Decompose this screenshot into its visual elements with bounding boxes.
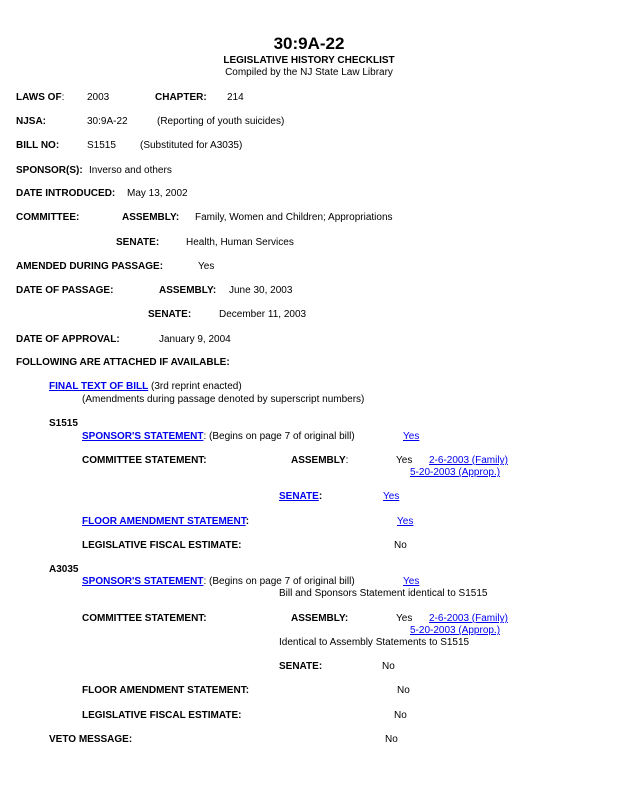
s1515-senate-row bbox=[279, 491, 322, 503]
passage-assembly-label: ASSEMBLY: bbox=[159, 285, 217, 296]
s1515-senate-colon: : bbox=[318, 491, 323, 502]
passage-assembly-value: June 30, 2003 bbox=[229, 285, 293, 296]
a3035-fiscal-value: No bbox=[394, 710, 407, 721]
a3035-sponsor-note2: Bill and Sponsors Statement identical to S1515 bbox=[279, 588, 488, 599]
passage-senate-value: December 11, 2003 bbox=[219, 309, 307, 320]
a3035-sponsor-link[interactable]: SPONSOR'S STATEMENT bbox=[82, 576, 204, 587]
s1515-assembly-link-family[interactable]: 2-6-2003 (Family) bbox=[429, 455, 508, 466]
a3035-floor-value: No bbox=[397, 685, 410, 696]
compiled-by: Compiled by the NJ State Law Library bbox=[225, 67, 393, 78]
s1515-label: S1515 bbox=[49, 418, 78, 429]
chapter-label: CHAPTER: bbox=[155, 92, 207, 103]
s1515-fiscal-label: LEGISLATIVE FISCAL ESTIMATE: bbox=[82, 540, 242, 551]
a3035-floor-label: FLOOR AMENDMENT STATEMENT: bbox=[82, 685, 250, 696]
s1515-assembly-link-approp[interactable]: 5-20-2003 (Approp.) bbox=[410, 467, 501, 478]
s1515-assembly-value: Yes bbox=[396, 455, 413, 466]
a3035-fiscal-label: LEGISLATIVE FISCAL ESTIMATE: bbox=[82, 710, 242, 721]
s1515-floor-yes-link[interactable]: Yes bbox=[397, 516, 414, 527]
s1515-fiscal-value: No bbox=[394, 540, 407, 551]
a3035-assembly-label: ASSEMBLY: bbox=[291, 613, 349, 624]
s1515-sponsor-link[interactable]: SPONSOR'S STATEMENT bbox=[82, 431, 204, 442]
s1515-sponsor-note: : (Begins on page 7 of original bill) bbox=[203, 431, 355, 442]
a3035-sponsor-note: : (Begins on page 7 of original bill) bbox=[203, 576, 355, 587]
s1515-assembly-row bbox=[291, 455, 348, 467]
date-of-approval-value: January 9, 2004 bbox=[159, 334, 231, 345]
s1515-floor-row bbox=[82, 516, 249, 528]
a3035-sponsor-row bbox=[82, 576, 355, 588]
s1515-sponsor-row bbox=[82, 431, 355, 443]
s1515-sponsor-yes-link[interactable]: Yes bbox=[403, 431, 420, 442]
s1515-committee-label: COMMITTEE STATEMENT: bbox=[82, 455, 207, 466]
bill-no-note: (Substituted for A3035) bbox=[140, 140, 243, 151]
bill-no-label: BILL NO: bbox=[16, 140, 60, 151]
amended-label: AMENDED DURING PASSAGE: bbox=[16, 261, 164, 272]
attached-heading: FOLLOWING ARE ATTACHED IF AVAILABLE: bbox=[16, 357, 230, 368]
date-introduced-label: DATE INTRODUCED: bbox=[16, 188, 116, 199]
sponsors-value: Inverso and others bbox=[89, 165, 172, 176]
date-of-approval-label: DATE OF APPROVAL: bbox=[16, 334, 120, 345]
a3035-assembly-link-approp[interactable]: 5-20-2003 (Approp.) bbox=[410, 625, 501, 636]
bill-no-value: S1515 bbox=[87, 140, 116, 151]
committee-senate-label: SENATE: bbox=[116, 237, 160, 248]
final-text-note: (3rd reprint enacted) bbox=[148, 381, 242, 392]
page-title: 30:9A-22 bbox=[273, 34, 345, 53]
a3035-committee-label: COMMITTEE STATEMENT: bbox=[82, 613, 207, 624]
a3035-assembly-note: Identical to Assembly Statements to S1515 bbox=[279, 637, 470, 648]
laws-of-row: LAWS OF: bbox=[16, 92, 65, 103]
a3035-sponsor-yes-link[interactable]: Yes bbox=[403, 576, 420, 587]
njsa-note: (Reporting of youth suicides) bbox=[157, 116, 285, 127]
date-of-passage-label: DATE OF PASSAGE: bbox=[16, 285, 114, 296]
chapter-value: 214 bbox=[227, 92, 244, 103]
committee-senate-value: Health, Human Services bbox=[186, 237, 294, 248]
amended-value: Yes bbox=[198, 261, 215, 272]
veto-label: VETO MESSAGE: bbox=[49, 734, 133, 745]
committee-assembly-value: Family, Women and Children; Appropriations bbox=[195, 212, 393, 223]
laws-of-label: LAWS OF bbox=[16, 92, 62, 103]
s1515-senate-yes-link[interactable]: Yes bbox=[383, 491, 400, 502]
final-text-row bbox=[49, 381, 242, 393]
a3035-senate-value: No bbox=[382, 661, 395, 672]
committee-label: COMMITTEE: bbox=[16, 212, 80, 223]
date-introduced-value: May 13, 2002 bbox=[127, 188, 188, 199]
s1515-floor-colon: : bbox=[245, 516, 250, 527]
a3035-assembly-value: Yes bbox=[396, 613, 413, 624]
s1515-assembly-label: ASSEMBLY bbox=[291, 455, 346, 466]
final-text-note2: (Amendments during passage denoted by superscript numbers) bbox=[82, 394, 365, 405]
passage-senate-label: SENATE: bbox=[148, 309, 192, 320]
final-text-link[interactable]: FINAL TEXT OF BILL bbox=[49, 381, 149, 392]
page-subtitle: LEGISLATIVE HISTORY CHECKLIST bbox=[223, 55, 395, 66]
njsa-label: NJSA: bbox=[16, 116, 47, 127]
sponsors-label: SPONSOR(S): bbox=[16, 165, 83, 176]
s1515-assembly-colon: : bbox=[345, 455, 349, 466]
njsa-value: 30:9A-22 bbox=[87, 116, 128, 127]
veto-value: No bbox=[385, 734, 398, 745]
a3035-label: A3035 bbox=[49, 564, 79, 575]
a3035-assembly-link-family[interactable]: 2-6-2003 (Family) bbox=[429, 613, 508, 624]
a3035-senate-label: SENATE: bbox=[279, 661, 323, 672]
s1515-senate-link[interactable]: SENATE bbox=[279, 491, 319, 502]
committee-assembly-label: ASSEMBLY: bbox=[122, 212, 180, 223]
laws-of-value: 2003 bbox=[87, 92, 110, 103]
s1515-floor-link[interactable]: FLOOR AMENDMENT STATEMENT bbox=[82, 516, 246, 527]
